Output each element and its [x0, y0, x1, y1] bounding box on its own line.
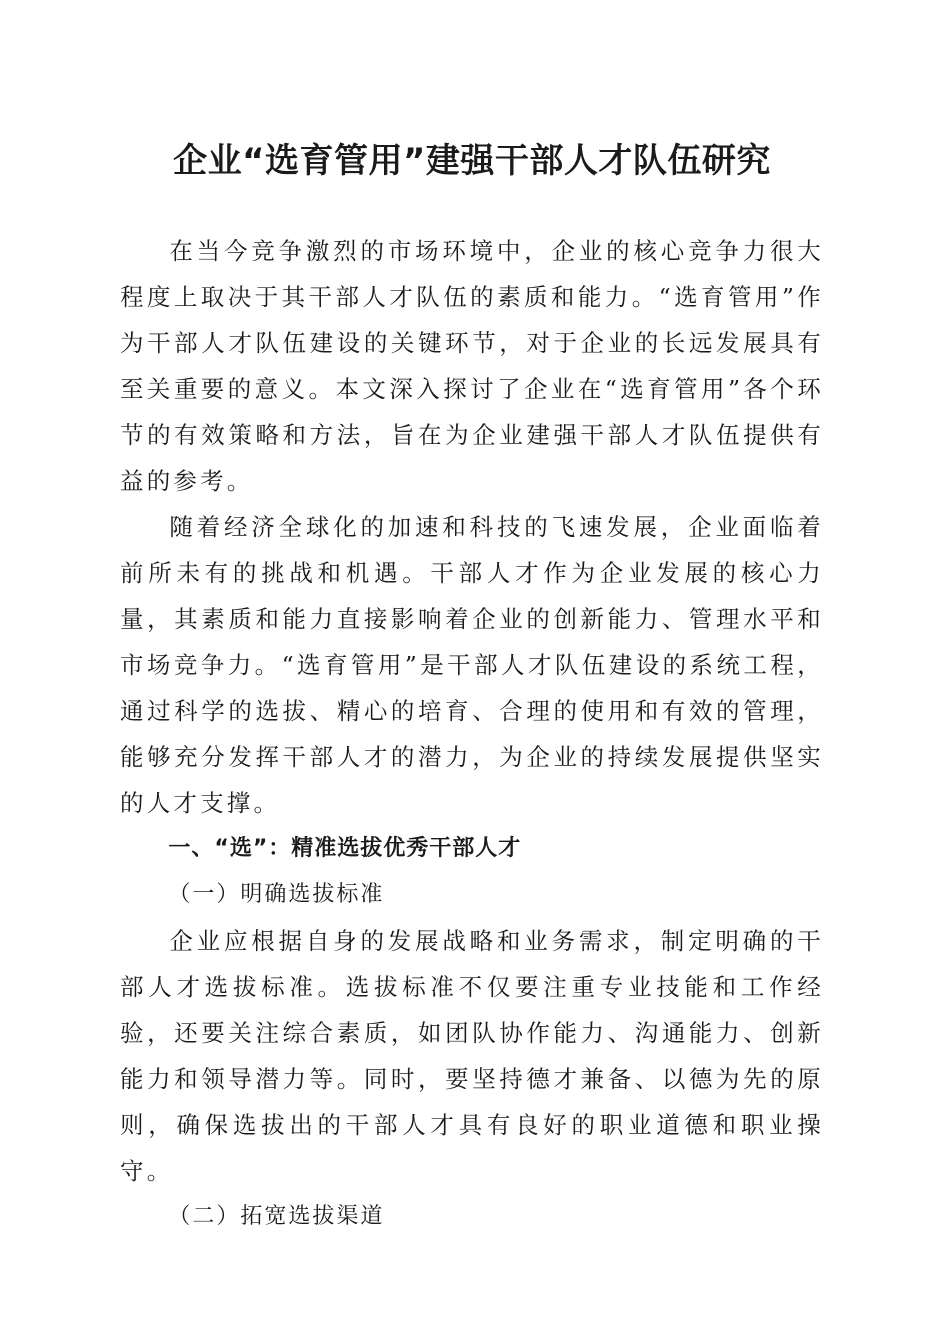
document-title: 企业“选育管用”建强干部人才队伍研究 — [173, 141, 771, 181]
section-heading-select: 一、“选”：精准选拔优秀干部人才 — [168, 836, 522, 861]
subsection-heading-standards: （一）明确选拔标准 — [168, 882, 385, 907]
standards-paragraph: 企业应根据自身的发展战略和业务需求，制定明确的干部人才选拔标准。选拔标准不仅要注重专业技能和工作经验，还要关注综合素质，如团队协作能力、沟通能力、创新能力和领导潜力等。同时，要坚持德才兼备、以德为先的原则，确保选拔出的干部人才具有良好的职业道德和职业操守。 — [120, 927, 824, 1185]
subsection-heading-channels: （二）拓宽选拔渠道 — [168, 1204, 385, 1229]
document-body — [120, 228, 824, 1240]
background-paragraph: 随着经济全球化的加速和科技的飞速发展，企业面临着前所未有的挑战和机遇。干部人才作为企业发展的核心力量，其素质和能力直接影响着企业的创新能力、管理水平和市场竞争力。“选育管用”是干部人才队伍建设的系统工程，通过科学的选拔、精心的培育、合理的使用和有效的管理，能够充分发挥干部人才的潜力，为企业的持续发展提供坚实的人才支撑。 — [120, 513, 824, 817]
intro-paragraph: 在当今竞争激烈的市场环境中，企业的核心竞争力很大程度上取决于其干部人才队伍的素质和能力。“选育管用”作为干部人才队伍建设的关键环节，对于企业的长远发展具有至关重要的意义。本文深入探讨了企业在“选育管用”各个环节的有效策略和方法，旨在为企业建强干部人才队伍提供有益的参考。 — [120, 237, 824, 495]
